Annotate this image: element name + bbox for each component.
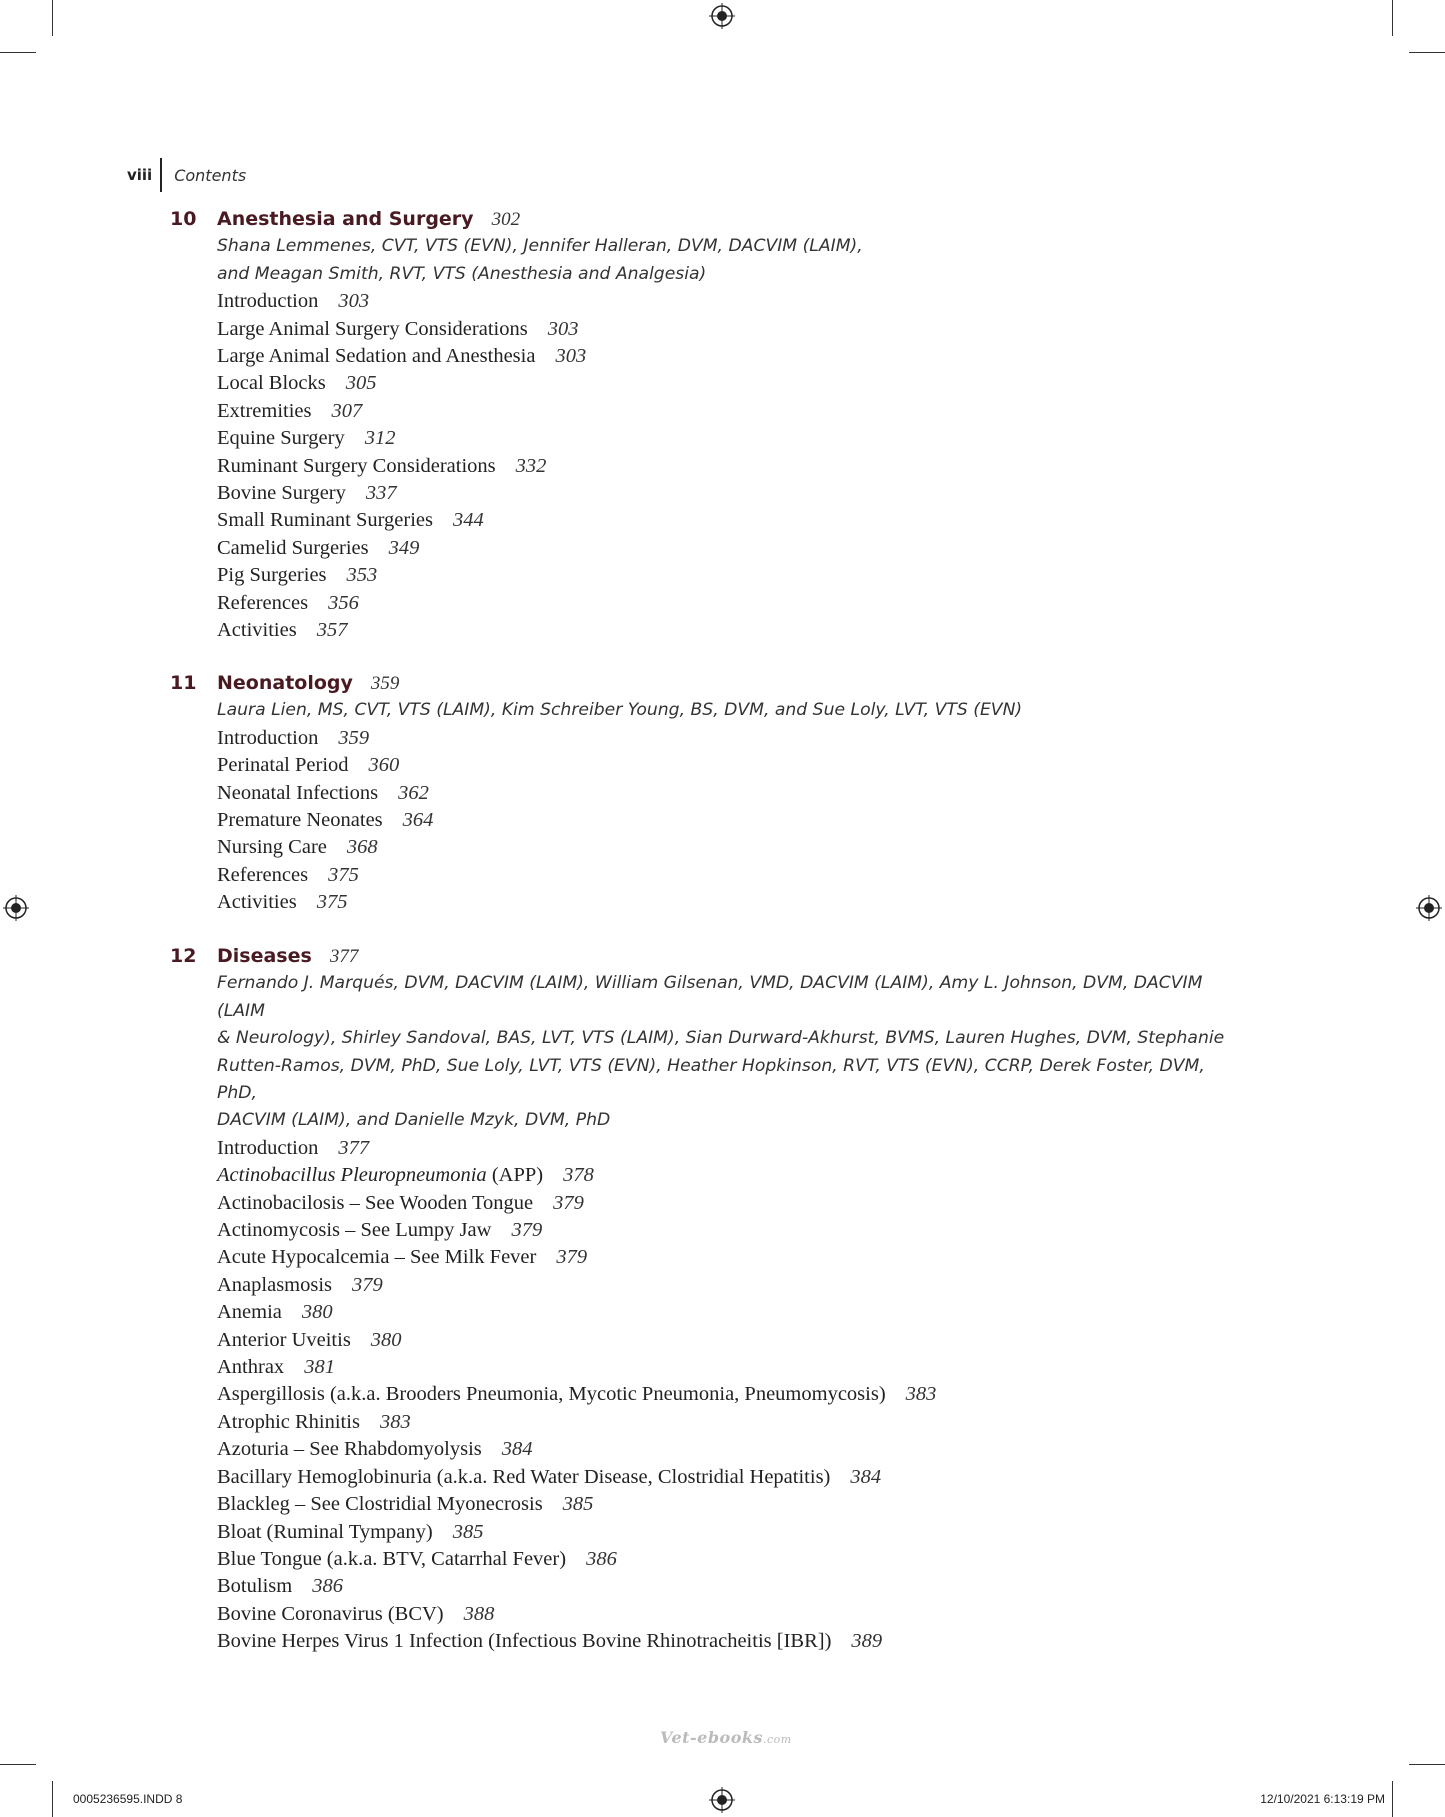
toc-entry-title: Aspergillosis (a.k.a. Brooders Pneumonia, Mycotic Pneumonia, Pneumomycosis) [217, 1383, 886, 1406]
chapter-body [217, 233, 1250, 644]
toc-entry-page: 385 [452, 1520, 484, 1543]
toc-entry-page: 378 [563, 1164, 594, 1187]
toc-entry-page: 379 [352, 1273, 383, 1296]
toc-entry-title: Perinatal Period [217, 754, 349, 777]
chapter-12 [170, 943, 1250, 1656]
toc-entry[interactable] [217, 862, 1250, 889]
toc-entry-page: 385 [562, 1493, 594, 1516]
toc-entry-title: Camelid Surgeries [217, 536, 369, 559]
toc-entry[interactable] [217, 316, 1250, 343]
toc-entry-page: 380 [301, 1301, 333, 1324]
toc-entry-title: Bloat (Ruminal Tympany) [217, 1520, 433, 1543]
toc-entry-page: 362 [398, 781, 429, 804]
toc-entry-title: Azoturia – See Rhabdomyolysis [217, 1438, 482, 1461]
toc-entry-title: Acute Hypocalcemia – See Milk Fever [217, 1246, 537, 1269]
toc-entry-page: 353 [346, 564, 378, 587]
running-title: Contents [174, 165, 247, 185]
crop-mark [1409, 1764, 1445, 1765]
toc-entry-title: Atrophic Rhinitis [217, 1410, 360, 1433]
crop-mark [1409, 52, 1445, 53]
toc-entry-page: 375 [328, 863, 359, 886]
chapter-authors: Rutten-Ramos, DVM, PhD, Sue Loly, LVT, VTS (EVN), Heather Hopkinson, RVT, VTS (EVN), CCRP, Derek Foster, DVM, PhD, [217, 1055, 1205, 1104]
toc-entry-page: 379 [553, 1191, 584, 1214]
toc-entry[interactable] [217, 1436, 1250, 1463]
toc-entry-page: 305 [345, 372, 377, 395]
chapter-title: Diseases [217, 945, 312, 967]
chapter-heading [170, 206, 1250, 233]
toc-entry[interactable] [217, 1327, 1250, 1354]
toc-entry-page: 388 [463, 1602, 495, 1625]
toc-entry[interactable] [217, 562, 1250, 589]
chapter-page: 359 [370, 673, 400, 694]
toc-entry[interactable] [217, 1628, 1250, 1655]
chapter-authors: and Meagan Smith, RVT, VTS (Anesthesia and Analgesia) [217, 263, 707, 284]
toc-entry-title: Introduction [217, 290, 319, 313]
toc-entry[interactable] [217, 1519, 1250, 1546]
toc-entry-title: Bovine Surgery [217, 482, 346, 505]
toc-entry-page: 356 [328, 591, 359, 614]
toc-entry-page: 344 [453, 509, 484, 532]
toc-entry[interactable] [217, 725, 1250, 752]
toc-entry-title: Actinobacillus Pleuropneumonia [217, 1164, 487, 1187]
crop-mark [1392, 1781, 1393, 1817]
toc-entry-title: Equine Surgery [217, 427, 345, 450]
toc-entry[interactable] [217, 370, 1250, 397]
toc-entry[interactable] [217, 1299, 1250, 1326]
toc-entry[interactable] [217, 1190, 1250, 1217]
chapter-authors: Shana Lemmenes, CVT, VTS (EVN), Jennifer Halleran, DVM, DACVIM (LAIM), [217, 236, 863, 257]
toc-entry-page: 380 [370, 1328, 402, 1351]
toc-entry-page: 386 [312, 1575, 343, 1598]
chapter-authors: & Neurology), Shirley Sandoval, BAS, LVT, VTS (LAIM), Sian Durward-Akhurst, BVMS, Lauren Hughes, DVM, Stephanie [217, 1028, 1225, 1049]
toc-entry-page: 332 [515, 454, 547, 477]
chapter-number: 12 [170, 945, 197, 967]
chapter-heading [170, 670, 1250, 697]
toc-entry-page: 312 [364, 427, 396, 450]
chapter-title: Anesthesia and Surgery [217, 208, 474, 230]
toc-entry-title: Premature Neonates [217, 809, 383, 832]
toc-entry[interactable] [217, 1244, 1250, 1271]
toc-entry-title: Blue Tongue (a.k.a. BTV, Catarrhal Fever) [217, 1547, 567, 1570]
toc-entry[interactable] [217, 1491, 1250, 1518]
chapter-authors: DACVIM (LAIM), and Danielle Mzyk, DVM, PhD [217, 1110, 611, 1131]
toc-entry-title: Extremities [217, 399, 312, 422]
toc-entry-title: Activities [217, 891, 297, 914]
toc-entry-page: 349 [388, 536, 420, 559]
page-folio: viii [127, 158, 162, 192]
chapter-heading [170, 943, 1250, 970]
registration-mark-icon [709, 3, 735, 29]
toc-entry-page: 384 [501, 1438, 533, 1461]
chapter-title: Neonatology [217, 672, 353, 694]
toc-entry[interactable] [217, 889, 1250, 916]
registration-mark-icon [709, 1787, 735, 1813]
toc-entry-page: 379 [511, 1219, 543, 1242]
registration-mark-icon [1416, 895, 1442, 921]
toc-entry-title: Introduction [217, 1136, 319, 1159]
toc-entry-page: 337 [365, 482, 397, 505]
toc-entry-title: Bacillary Hemoglobinuria (a.k.a. Red Water Disease, Clostridial Hepatitis) [217, 1465, 831, 1488]
toc-entry[interactable] [217, 1409, 1250, 1436]
toc-entry[interactable] [217, 343, 1250, 370]
toc-entry-title: Introduction [217, 726, 319, 749]
toc-entry-title: Anemia [217, 1301, 282, 1324]
toc-entry[interactable] [217, 617, 1250, 644]
toc-entry[interactable] [217, 288, 1250, 315]
registration-mark-icon [3, 895, 29, 921]
toc-entry[interactable] [217, 1381, 1250, 1408]
toc-entry-page: 377 [338, 1136, 370, 1159]
toc-entry[interactable] [217, 480, 1250, 507]
toc-entry-page: 303 [338, 290, 370, 313]
toc-entry[interactable] [217, 1573, 1250, 1600]
toc-entry-title: Ruminant Surgery Considerations [217, 454, 496, 477]
toc-entry[interactable] [217, 834, 1250, 861]
toc-entry-title: Botulism [217, 1575, 293, 1598]
toc-entry[interactable] [217, 1135, 1250, 1162]
watermark-text: Vet-ebooks [660, 1728, 763, 1747]
toc-entry-title: Local Blocks [217, 372, 326, 395]
chapter-authors: Laura Lien, MS, CVT, VTS (LAIM), Kim Schreiber Young, BS, DVM, and Sue Loly, LVT, VTS (EVN) [217, 700, 1023, 721]
watermark [660, 1728, 792, 1747]
toc-entry-page: 389 [851, 1630, 883, 1653]
toc-entry[interactable] [217, 590, 1250, 617]
toc-entry-page: 375 [316, 891, 348, 914]
chapter-body [217, 697, 1250, 916]
toc-entry[interactable] [217, 1546, 1250, 1573]
crop-mark [52, 1781, 53, 1817]
watermark-suffix: .com [762, 1733, 792, 1746]
print-timestamp: 12/10/2021 6:13:19 PM [1260, 1792, 1385, 1806]
toc-entry[interactable] [217, 453, 1250, 480]
chapter-number: 10 [170, 208, 197, 230]
toc-entry-title: Anaplasmosis [217, 1273, 333, 1296]
toc-entry[interactable] [217, 1601, 1250, 1628]
toc-entry[interactable] [217, 398, 1250, 425]
toc-entry-title: Neonatal Infections [217, 781, 379, 804]
toc-entry[interactable] [217, 425, 1250, 452]
toc-entry[interactable] [217, 1217, 1250, 1244]
toc-entry-page: 359 [338, 726, 370, 749]
toc-entry-page: 384 [850, 1465, 882, 1488]
toc-entry-title: Bovine Coronavirus (BCV) [217, 1602, 444, 1625]
toc-entry[interactable] [217, 1464, 1250, 1491]
toc-entry[interactable] [217, 807, 1250, 834]
crop-mark [52, 0, 53, 36]
toc-entry-title: Pig Surgeries [217, 564, 327, 587]
toc-entry-title: Large Animal Surgery Considerations [217, 317, 528, 340]
chapter-page: 302 [491, 209, 521, 230]
toc-entry-title: References [217, 591, 309, 614]
toc-entry-title: Anterior Uveitis [217, 1328, 351, 1351]
toc-entry-title-suffix: (APP) [486, 1164, 544, 1187]
toc-entry[interactable] [217, 1354, 1250, 1381]
toc-entry-page: 357 [316, 619, 348, 642]
toc-entry[interactable] [217, 507, 1250, 534]
toc-entry[interactable] [217, 780, 1250, 807]
toc-entry-page: 368 [346, 836, 378, 859]
toc-entry-title: Activities [217, 619, 297, 642]
toc-entry-title: Actinomycosis – See Lumpy Jaw [217, 1219, 492, 1242]
toc-entry-title: Blackleg – See Clostridial Myonecrosis [217, 1493, 543, 1516]
toc-entry[interactable] [217, 535, 1250, 562]
toc-entry-title: Large Animal Sedation and Anesthesia [217, 345, 536, 368]
toc-entry-page: 383 [905, 1383, 937, 1406]
toc-entry[interactable] [217, 752, 1250, 779]
crop-mark [1392, 0, 1393, 36]
toc-entry-title: Actinobacilosis – See Wooden Tongue [217, 1191, 534, 1214]
toc-entry-page: 379 [556, 1246, 588, 1269]
toc-entry[interactable] [217, 1272, 1250, 1299]
running-header [127, 158, 246, 192]
toc-entry[interactable] [217, 1162, 1250, 1189]
file-slug: 0005236595.INDD 8 [73, 1792, 183, 1806]
toc-entry-title: Bovine Herpes Virus 1 Infection (Infectious Bovine Rhinotracheitis [IBR]) [217, 1630, 832, 1653]
toc-entry-page: 303 [547, 317, 579, 340]
toc-entry-page: 307 [331, 399, 363, 422]
toc-entry-title: Small Ruminant Surgeries [217, 509, 434, 532]
toc-entry-page: 303 [555, 345, 587, 368]
toc-entry-page: 386 [586, 1547, 617, 1570]
toc-entry-title: Nursing Care [217, 836, 327, 859]
crop-mark [0, 1764, 36, 1765]
toc-entry-title: References [217, 863, 309, 886]
chapter-number: 11 [170, 672, 197, 694]
toc-entry-title: Anthrax [217, 1356, 285, 1379]
chapter-page: 377 [329, 946, 359, 967]
toc-entry-page: 383 [379, 1410, 411, 1433]
chapter-10 [170, 206, 1250, 644]
chapter-11 [170, 670, 1250, 917]
toc-entry-page: 364 [402, 809, 434, 832]
chapter-authors: Fernando J. Marqués, DVM, DACVIM (LAIM), William Gilsenan, VMD, DACVIM (LAIM), Amy L. Johnson, DVM, DACVIM (LAIM [217, 973, 1203, 1021]
crop-mark [0, 52, 36, 53]
toc-entry-page: 360 [368, 754, 400, 777]
toc-entry-page: 381 [304, 1356, 335, 1379]
chapter-body [217, 970, 1250, 1655]
